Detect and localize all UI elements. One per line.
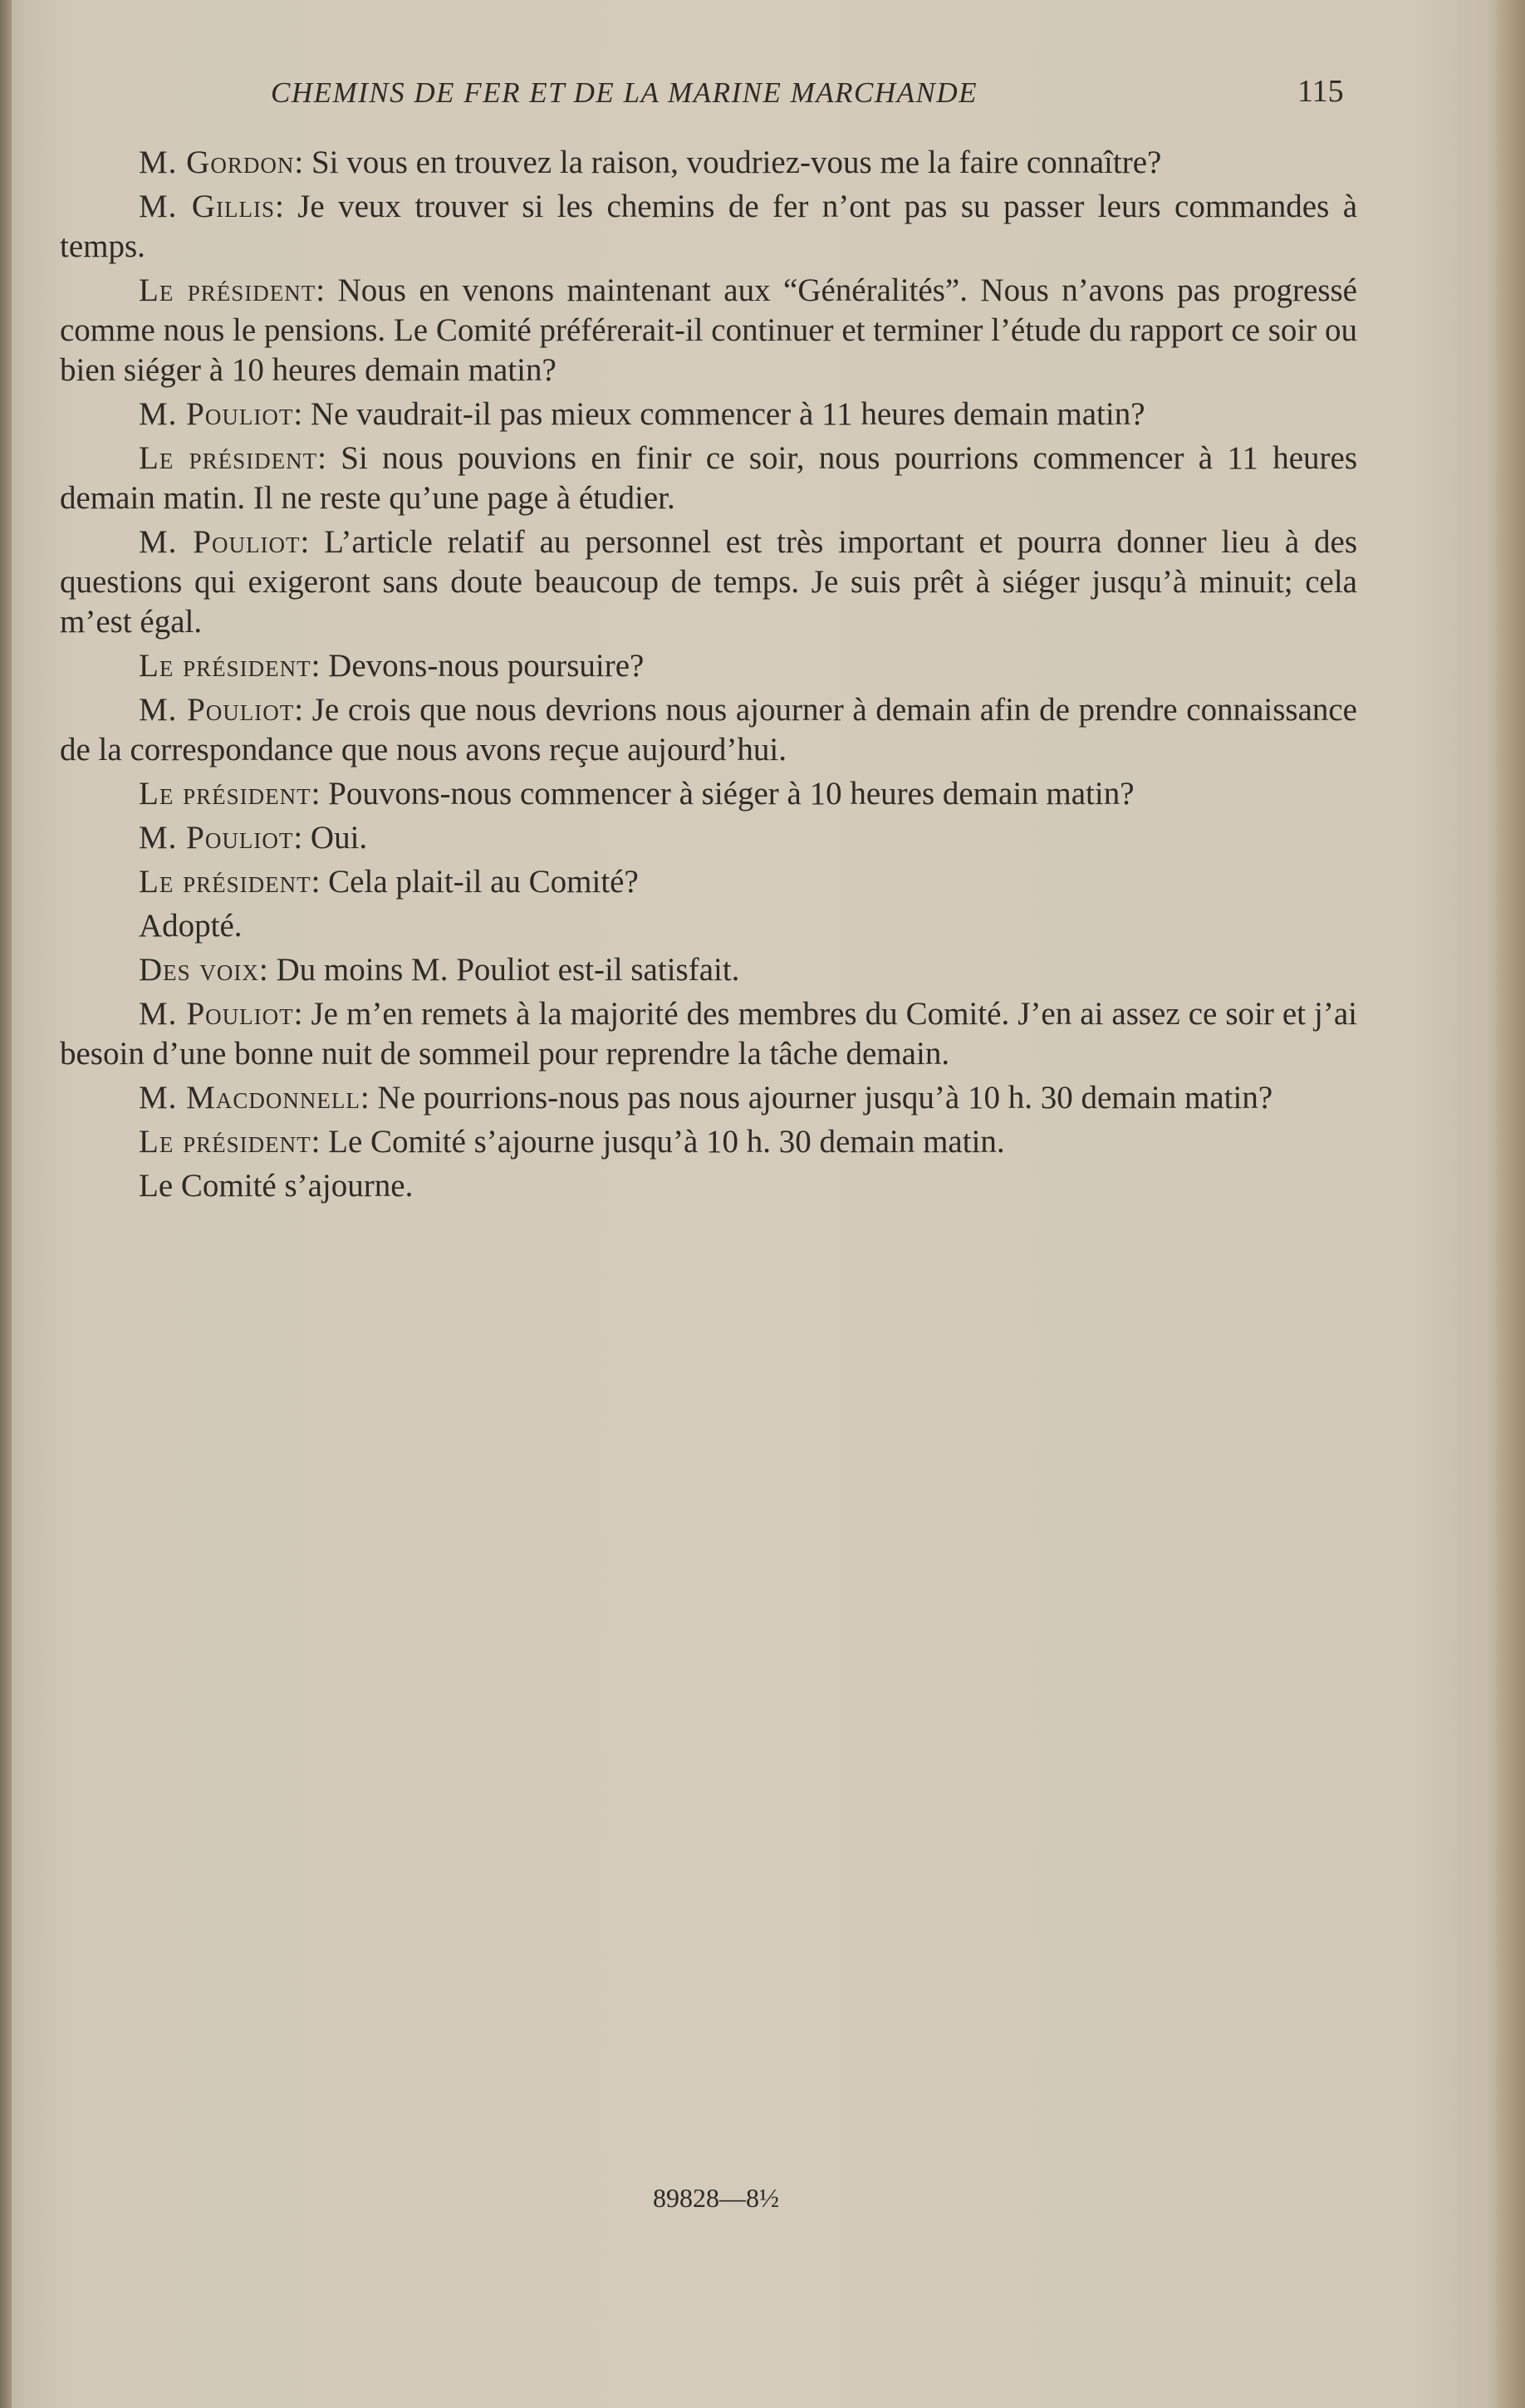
speaker-name: M. Gordon bbox=[139, 145, 295, 180]
paragraph-5 bbox=[60, 439, 1357, 518]
paragraph-text: : Je m’en remets à la majorité des membres du Comité. J’en ai assez ce soir et j’ai besoin d’une bonne nuit de sommeil pour reprendre la tâche demain. bbox=[60, 996, 1357, 1072]
paragraph-text: : Cela plait-il au Comité? bbox=[311, 864, 639, 900]
paragraph-text: : Si nous pouvions en finir ce soir, nous pourrions commencer à 11 heures demain matin. Il ne reste qu’une page à étudier. bbox=[60, 440, 1357, 516]
paragraph-text: : Pouvons-nous commencer à siéger à 10 heures demain matin? bbox=[311, 776, 1135, 812]
paragraph-2 bbox=[60, 187, 1357, 267]
paragraph-text: : Je veux trouver si les chemins de fer n’ont pas su passer leurs commandes à temps. bbox=[60, 189, 1358, 264]
speaker-name: Le président bbox=[139, 648, 311, 684]
transcript-body bbox=[60, 143, 1357, 1210]
page-binding-edge bbox=[0, 0, 12, 2408]
paragraph-9 bbox=[60, 774, 1357, 814]
paragraph-text: : Devons-nous poursuire? bbox=[311, 648, 645, 684]
speaker-name: Le président bbox=[139, 440, 318, 476]
paragraph-text: : Nous en venons maintenant aux “Généralités”. Nous n’avons pas progressé comme nous le pensions. Le Comité préférerait-il continuer et terminer l’étude du rapport ce soir ou bien siéger à 10 heures demain matin? bbox=[60, 272, 1357, 388]
paragraph-text: : Ne vaudrait-il pas mieux commencer à 11 heures demain matin? bbox=[293, 396, 1145, 432]
paragraph-text: : Le Comité s’ajourne jusqu’à 10 h. 30 demain matin. bbox=[311, 1124, 1005, 1160]
speaker-name: M. Pouliot bbox=[139, 996, 294, 1032]
paragraph-1 bbox=[60, 143, 1357, 183]
paragraph-text: Le Comité s’ajourne. bbox=[139, 1168, 414, 1204]
running-title: CHEMINS DE FER ET DE LA MARINE MARCHANDE bbox=[271, 76, 978, 109]
speaker-name: Le président bbox=[139, 864, 311, 900]
page-fore-edge bbox=[1497, 0, 1525, 2408]
speaker-name: M. Gillis bbox=[139, 189, 275, 224]
paragraph-text: : Si vous en trouvez la raison, voudriez-vous me la faire connaître? bbox=[294, 145, 1162, 180]
speaker-name: M. Pouliot bbox=[139, 396, 294, 432]
speaker-name: Le président bbox=[139, 1124, 311, 1160]
speaker-name: M. Pouliot bbox=[139, 692, 295, 728]
paragraph-12 bbox=[60, 906, 1357, 946]
paragraph-13 bbox=[60, 950, 1357, 990]
speaker-name: M. Macdonnell bbox=[139, 1080, 360, 1116]
paragraph-text: : L’article relatif au personnel est très important et pourra donner lieu à des questions qui exigeront sans doute beaucoup de temps. Je suis prêt à siéger jusqu’à minuit; cela m’est égal. bbox=[60, 524, 1357, 640]
printer-mark: 89828—8½ bbox=[653, 2183, 779, 2213]
paragraph-17 bbox=[60, 1166, 1357, 1206]
page-number: 115 bbox=[1297, 74, 1344, 109]
paragraph-7 bbox=[60, 646, 1357, 686]
paragraph-text: : Je crois que nous devrions nous ajourner à demain afin de prendre connaissance de la correspondance que nous avons reçue aujourd’hui. bbox=[60, 692, 1357, 768]
paragraph-4 bbox=[60, 395, 1357, 434]
paragraph-text: : Ne pourrions-nous pas nous ajourner jusqu’à 10 h. 30 demain matin? bbox=[360, 1080, 1273, 1116]
paragraph-text: : Oui. bbox=[293, 820, 368, 856]
paragraph-11 bbox=[60, 862, 1357, 902]
speaker-name: Le président bbox=[139, 776, 311, 812]
speaker-name: Des voix bbox=[139, 952, 259, 988]
paragraph-15 bbox=[60, 1078, 1357, 1118]
paragraph-14 bbox=[60, 994, 1357, 1074]
paragraph-10 bbox=[60, 818, 1357, 858]
speaker-name: Le président bbox=[139, 272, 316, 308]
paragraph-6 bbox=[60, 522, 1357, 642]
speaker-name: M. Pouliot bbox=[139, 524, 301, 560]
paragraph-text: Adopté. bbox=[139, 908, 243, 944]
paragraph-16 bbox=[60, 1122, 1357, 1162]
paragraph-3 bbox=[60, 271, 1357, 390]
paragraph-8 bbox=[60, 690, 1357, 770]
paragraph-text: : Du moins M. Pouliot est-il satisfait. bbox=[258, 952, 740, 988]
speaker-name: M. Pouliot bbox=[139, 820, 294, 856]
